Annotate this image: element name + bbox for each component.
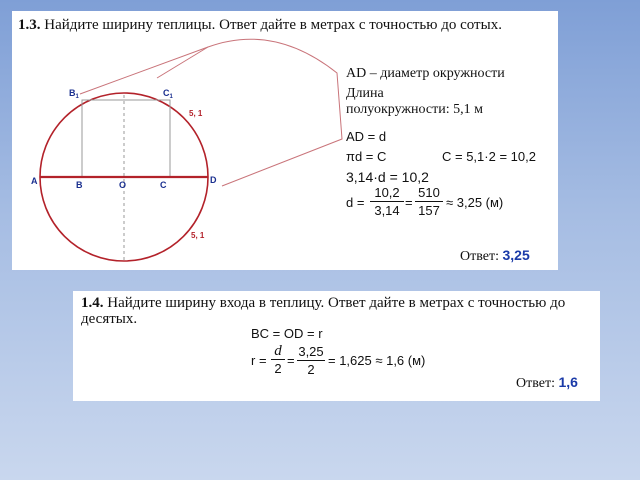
fraction-denominator: 2 — [274, 361, 282, 376]
equals-sign: = — [405, 195, 413, 210]
point-o-label: O — [119, 180, 127, 190]
fraction-bar — [415, 201, 443, 202]
note-line-3: полуокружности: 5,1 м — [346, 102, 483, 117]
equation-c-value: C = 5,1·2 = 10,2 — [442, 149, 536, 164]
answer-1-4 — [516, 375, 578, 391]
fraction-510-157 — [415, 185, 443, 218]
fraction-d-2 — [271, 344, 285, 376]
note-line-2: Длина — [346, 86, 384, 101]
fraction-bar — [370, 201, 404, 202]
fraction-bar — [271, 359, 285, 360]
equation-d-lhs: d = — [346, 195, 365, 210]
equals-sign: = — [287, 353, 295, 368]
point-d-label: D — [210, 175, 217, 185]
task-1-3-text: Найдите ширину теплицы. Ответ дайте в метрах с точностью до сотых. — [44, 17, 502, 33]
greenhouse-diagram — [12, 11, 558, 270]
task-card-1-3 — [12, 11, 558, 270]
task-1-4-title — [81, 295, 596, 327]
fraction-denominator: 157 — [418, 203, 440, 218]
fraction-numerator: d — [274, 343, 282, 359]
note-line-1: AD – диаметр окружности — [346, 66, 505, 81]
equation-bc-od-r: BC = OD = r — [251, 326, 323, 341]
task-card-1-4 — [73, 291, 600, 401]
equation-r-result: = 1,625 ≈ 1,6 (м) — [328, 353, 426, 368]
answer-label: Ответ: — [460, 249, 499, 264]
point-c1-label: $C_1$ — [163, 88, 173, 100]
equation-ad-d: AD = d — [346, 129, 387, 144]
equation-314d: 3,14·d = 10,2 — [346, 169, 429, 185]
fraction-bar — [297, 360, 325, 361]
answer-1-3 — [460, 248, 530, 264]
answer-label: Ответ: — [516, 376, 555, 391]
point-a-label: A — [31, 176, 38, 186]
task-1-4-text: Найдите ширину входа в теплицу. Ответ дайте в метрах с точностью до десятых. — [81, 295, 566, 327]
fraction-325-2 — [297, 344, 325, 377]
answer-value: 1,6 — [558, 374, 578, 390]
task-1-3-number: 1.3. — [18, 17, 41, 33]
point-b1-label: $B_1$ — [69, 88, 79, 100]
fraction-numerator: 3,25 — [298, 344, 324, 359]
answer-value: 3,25 — [502, 247, 530, 263]
arc-label-bottom: 5, 1 — [191, 231, 205, 240]
fraction-numerator: 510 — [418, 185, 440, 200]
point-b-label: B — [76, 180, 83, 190]
equation-r-lhs: r = — [251, 353, 267, 368]
greenhouse-roof-outline — [80, 39, 342, 186]
arc-label-top: 5, 1 — [189, 109, 203, 118]
task-1-4-number: 1.4. — [81, 295, 104, 311]
fraction-102-314 — [370, 185, 404, 218]
fraction-numerator: 10,2 — [374, 185, 400, 200]
fraction-denominator: 3,14 — [374, 203, 400, 218]
equation-pi-d: πd = C — [346, 149, 387, 164]
equation-d-result: ≈ 3,25 (м) — [446, 195, 504, 210]
fraction-denominator: 2 — [307, 362, 315, 377]
door-rectangle — [82, 100, 170, 177]
point-c-label: C — [160, 180, 167, 190]
